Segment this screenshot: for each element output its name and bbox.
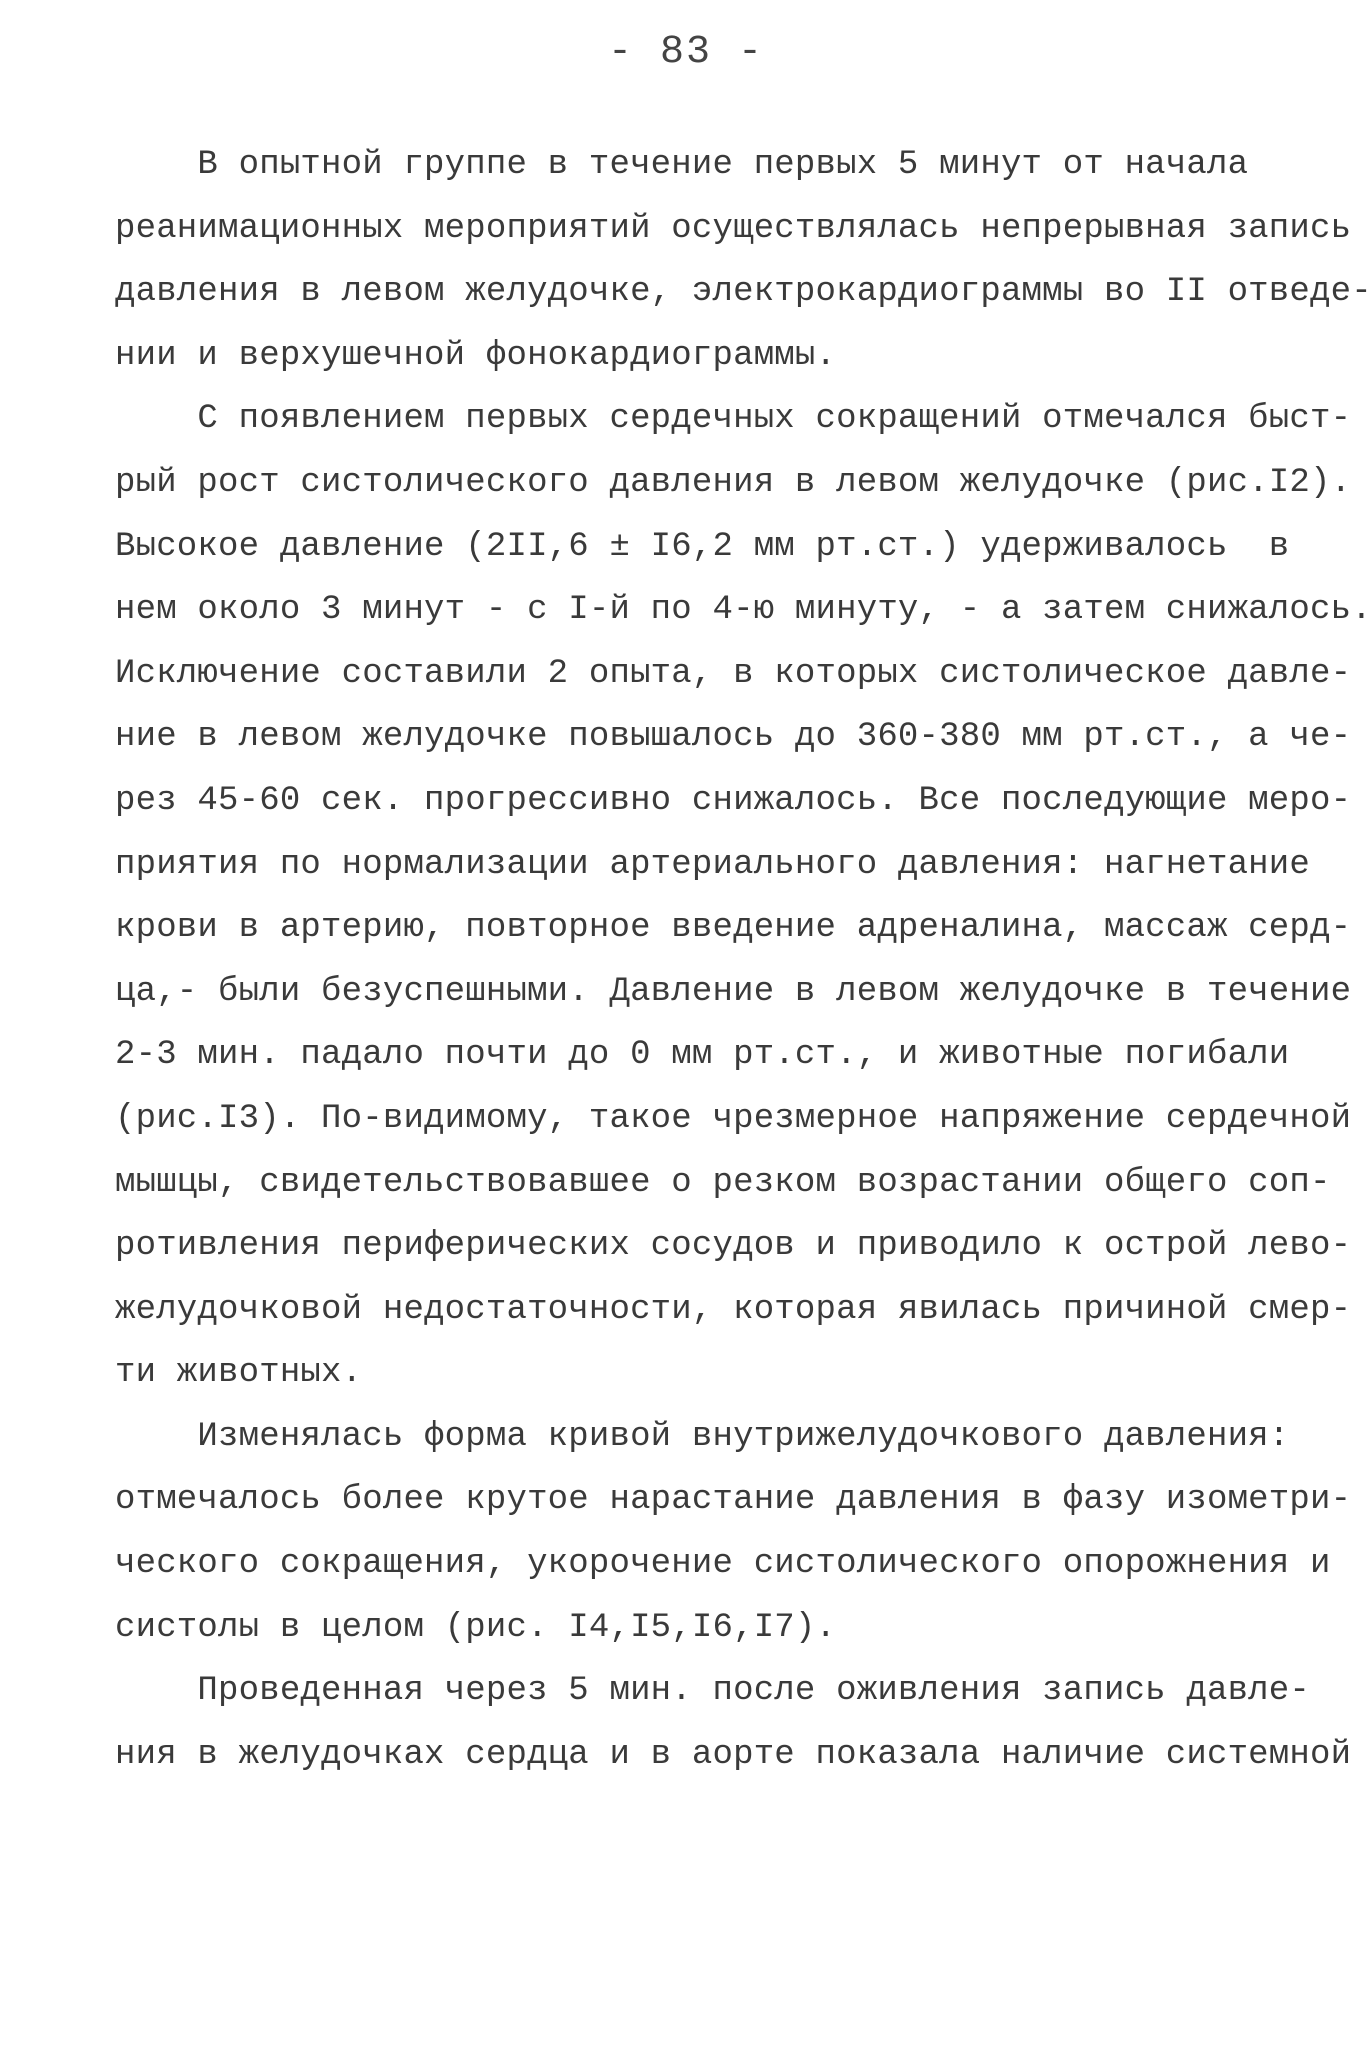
- page-number: - 83 -: [607, 30, 765, 75]
- text-line: 2-3 мин. падало почти до 0 мм рт.ст., и животные погибали: [115, 1036, 1290, 1075]
- text-line: приятия по нормализации артериального давления: нагнетание: [115, 845, 1310, 884]
- text-line: рез 45-60 сек. прогрессивно снижалось. Все последующие меро-: [115, 781, 1352, 820]
- text-line: давления в левом желудочке, электрокардиограммы во II отведе-: [115, 273, 1372, 312]
- text-line: мышцы, свидетельствовавшее о резком возрастании общего соп-: [115, 1163, 1331, 1202]
- text-line: ротивления периферических сосудов и приводило к острой лево-: [115, 1227, 1352, 1266]
- text-line: ческого сокращения, укорочение систолического опорожнения и: [115, 1545, 1331, 1584]
- text-line: нем около 3 минут - с I-й по 4-ю минуту, - а затем снижалось.: [115, 591, 1372, 630]
- text-line: ния в желудочках сердца и в аорте показала наличие системной: [115, 1735, 1352, 1774]
- text-line: крови в артерию, повторное введение адреналина, массаж серд-: [115, 909, 1352, 948]
- text-line: ца,- были безуспешными. Давление в левом желудочке в течение: [115, 972, 1352, 1011]
- text-line: реанимационных мероприятий осуществлялась непрерывная запись: [115, 209, 1352, 248]
- text-line: Проведенная через 5 мин. после оживления запись давле-: [115, 1672, 1310, 1711]
- text-line: отмечалось более крутое нарастание давления в фазу изометри-: [115, 1481, 1352, 1520]
- text-line: систолы в целом (рис. I4,I5,I6,I7).: [115, 1608, 837, 1647]
- text-line: Высокое давление (2II,6 ± I6,2 мм рт.ст.) удерживалось в: [115, 527, 1290, 566]
- text-line: ти животных.: [115, 1354, 363, 1393]
- text-line: нии и верхушечной фонокардиограммы.: [115, 336, 837, 375]
- text-line: (рис.I3). По-видимому, такое чрезмерное напряжение сердечной: [115, 1099, 1352, 1138]
- body-text: [115, 134, 1372, 1787]
- text-line: В опытной группе в течение первых 5 минут от начала: [115, 146, 1249, 184]
- text-line: рый рост систолического давления в левом желудочке (рис.I2).: [115, 463, 1352, 502]
- text-line: Изменялась форма кривой внутрижелудочкового давления:: [115, 1417, 1290, 1456]
- text-line: С появлением первых сердечных сокращений отмечался быст-: [115, 400, 1352, 439]
- text-line: желудочковой недостаточности, которая явилась причиной смер-: [115, 1290, 1352, 1329]
- text-line: ние в левом желудочке повышалось до 360-380 мм рт.ст., а че-: [115, 718, 1352, 757]
- text-line: Исключение составили 2 опыта, в которых систолическое давле-: [115, 654, 1352, 693]
